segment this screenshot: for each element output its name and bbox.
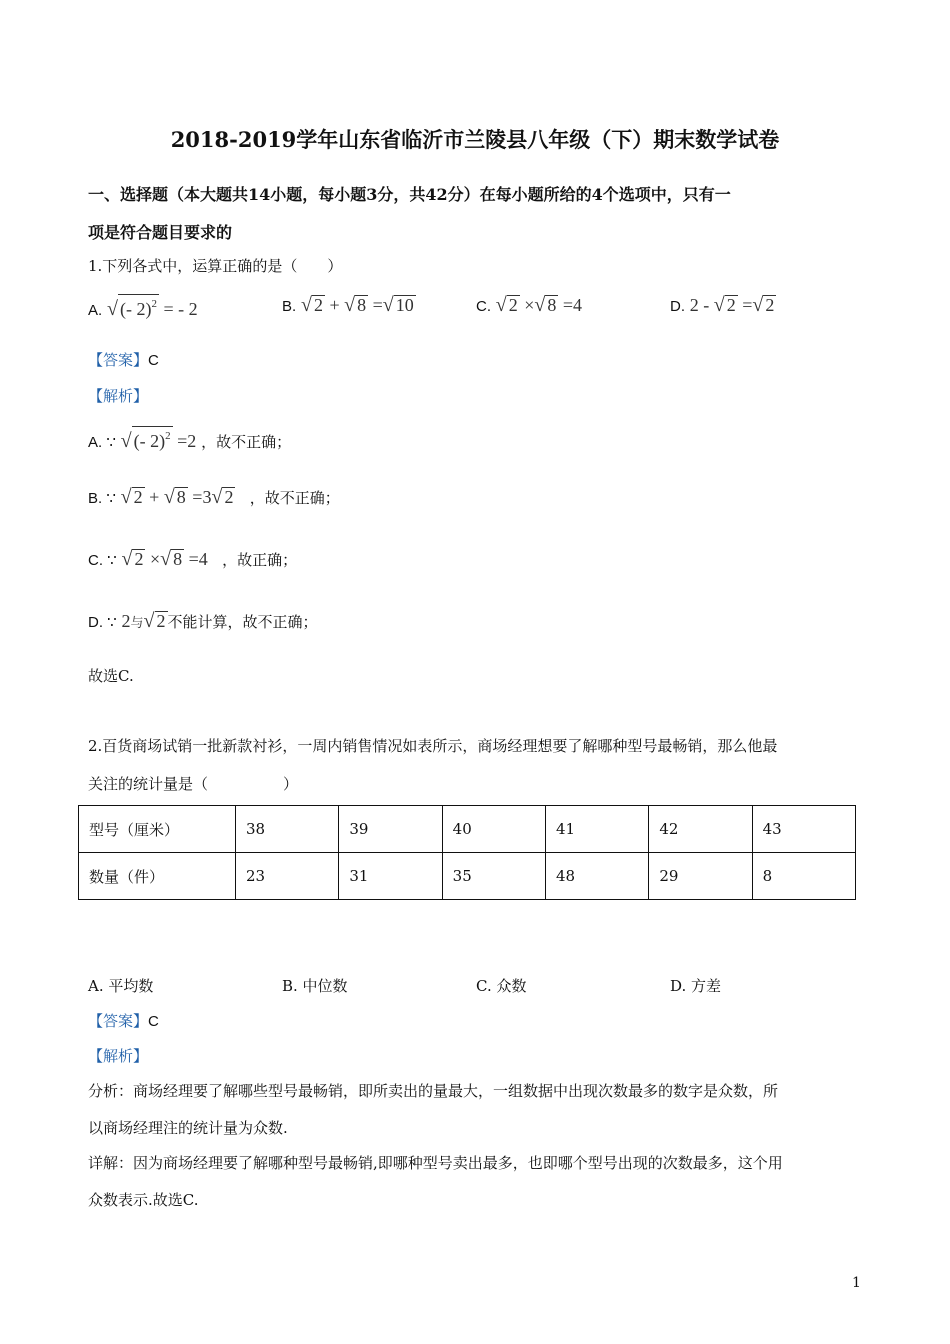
option-b-label: B. — [282, 298, 297, 315]
option-a-math: √ (- 2)$^2$ = - 2 — [107, 299, 198, 319]
analysis-d — [88, 610, 318, 633]
analysis-d-prefix: D. ∵ — [88, 614, 117, 631]
table-cell: 43 — [752, 806, 855, 853]
analysis-b-math: √ 2 + √ 8 =3√ 2 — [120, 486, 234, 508]
question-2-analysis-line1: 分析：商场经理要了解哪些型号最畅销，即所卖出的量最大，一组数据中出现次数最多的数字是众数，所 — [88, 1082, 779, 1100]
table-row — [79, 853, 856, 900]
question-2-analysis-line2: 以商场经理注的统计量为众数. — [88, 1119, 288, 1137]
table-cell: 8 — [752, 853, 855, 900]
answer-value: C — [148, 352, 159, 369]
page-number: 1 — [852, 1275, 861, 1291]
analysis-a-math: √ (- 2)$^2$ =2 — [121, 431, 197, 451]
table-cell: 41 — [545, 806, 648, 853]
question-1-option-b — [282, 294, 416, 317]
question-2-detail-line1: 详解：因为商场经理要了解哪种型号最畅销,即哪种型号卖出最多，也即哪个型号出现的次数最多，这个用 — [88, 1154, 783, 1172]
analysis-d-math: 2与√ 2 — [121, 610, 166, 632]
analysis-c-prefix: C. ∵ — [88, 552, 117, 569]
option-d-math: 2 - √ 2 =√ 2 — [689, 294, 775, 316]
question-1-answer — [88, 349, 159, 370]
question-2-answer — [88, 1010, 159, 1031]
question-1-option-a — [88, 294, 198, 321]
table-cell: 42 — [649, 806, 752, 853]
question-2-option-a: A. 平均数 — [88, 977, 154, 995]
question-2-option-d: D. 方差 — [670, 977, 722, 995]
table-row — [79, 806, 856, 853]
sales-table — [78, 805, 856, 900]
answer-value: C — [148, 1013, 159, 1030]
table-cell: 35 — [442, 853, 545, 900]
analysis-b-prefix: B. ∵ — [88, 490, 116, 507]
analysis-conclusion: 故选C. — [88, 667, 134, 685]
question-2-option-b: B. 中位数 — [282, 977, 348, 995]
section-heading-line2: 项是符合题目要求的 — [88, 223, 233, 242]
table-cell: 型号（厘米） — [79, 806, 236, 853]
table-cell: 31 — [339, 853, 442, 900]
section-heading-line1: 一、选择题（本大题共14小题，每小题3分，共42分）在每小题所给的4个选项中，只有一 — [88, 185, 731, 204]
table-cell: 29 — [649, 853, 752, 900]
option-d-label: D. — [670, 298, 685, 315]
analysis-b — [88, 486, 340, 509]
table-cell: 39 — [339, 806, 442, 853]
table-cell: 40 — [442, 806, 545, 853]
analysis-c-text: ，故正确； — [222, 551, 298, 569]
question-1-option-d — [670, 294, 776, 317]
analysis-d-text: 不能计算，故不正确； — [167, 613, 318, 631]
question-2-option-c: C. 众数 — [476, 977, 527, 995]
analysis-c — [88, 548, 297, 571]
analysis-b-text: ，故不正确； — [249, 489, 340, 507]
question-1-analysis-tag: 【解析】 — [88, 387, 149, 405]
option-b-math: √ 2 + √ 8 =√ 10 — [300, 294, 414, 316]
analysis-a-text: ，故不正确； — [201, 433, 292, 451]
question-2-detail-line2: 众数表示.故选C. — [88, 1191, 199, 1209]
table-cell: 48 — [545, 853, 648, 900]
option-a-label: A. — [88, 302, 103, 319]
question-1-option-c — [476, 294, 582, 317]
table-cell: 数量（件） — [79, 853, 236, 900]
analysis-a — [88, 426, 291, 453]
answer-tag: 【答案】 — [88, 1012, 149, 1030]
question-2-stem-line2: 关注的统计量是（ ） — [88, 775, 299, 793]
question-2-analysis-tag: 【解析】 — [88, 1047, 149, 1065]
analysis-c-math: √ 2 ×√ 8 =4 — [121, 548, 208, 570]
option-c-math: √ 2 ×√ 8 =4 — [495, 294, 583, 316]
page-title: 2018-2019学年山东省临沂市兰陵县八年级（下）期末数学试卷 — [170, 127, 780, 152]
question-1-stem: 1.下列各式中，运算正确的是（ ） — [88, 257, 343, 275]
answer-tag: 【答案】 — [88, 351, 149, 369]
question-2-stem-line1: 2.百货商场试销一批新款衬衫，一周内销售情况如表所示，商场经理想要了解哪种型号最畅销，那么他最 — [88, 737, 778, 755]
table-cell: 23 — [236, 853, 339, 900]
option-c-label: C. — [476, 298, 491, 315]
table-cell: 38 — [236, 806, 339, 853]
analysis-a-prefix: A. ∵ — [88, 434, 116, 451]
